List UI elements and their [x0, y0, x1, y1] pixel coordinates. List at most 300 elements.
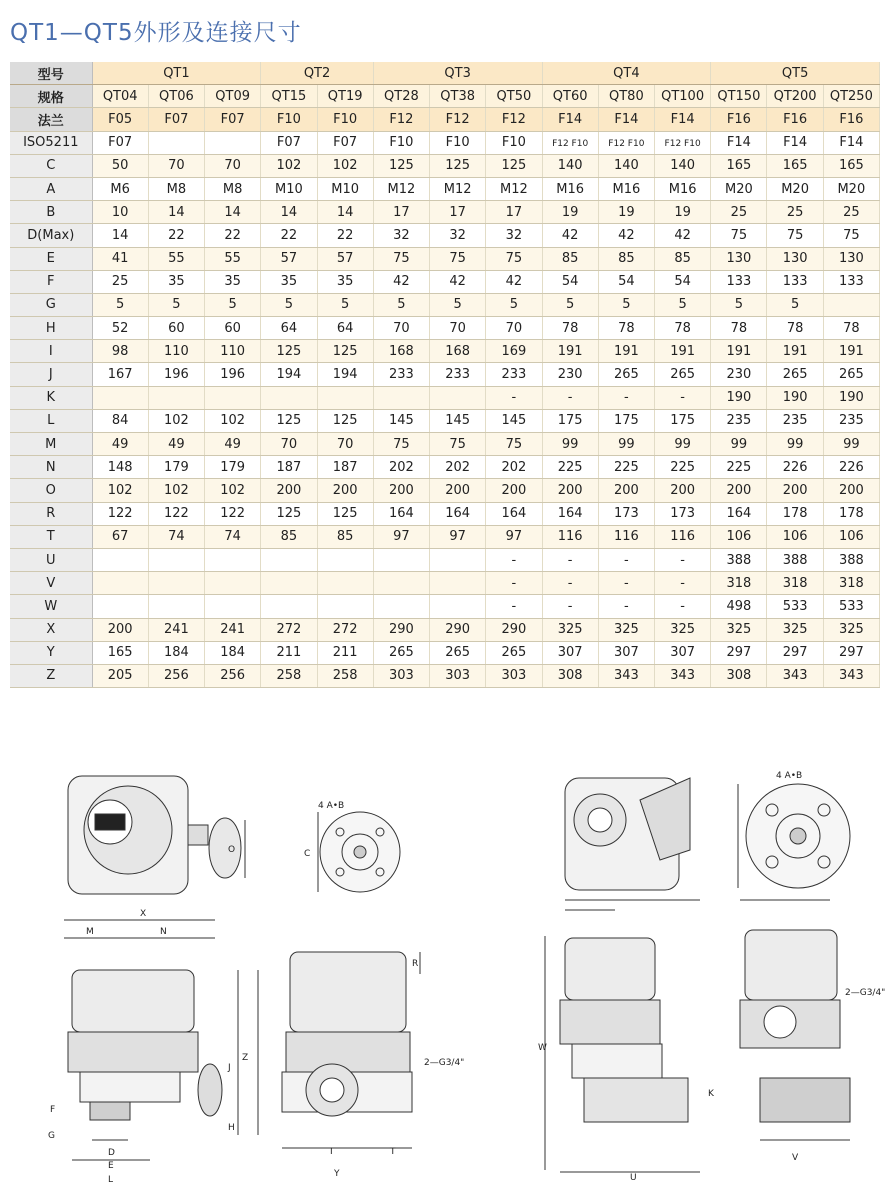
table-cell: 5 [767, 293, 823, 316]
table-cell: M20 [823, 177, 879, 200]
model-header: QT06 [148, 85, 204, 108]
row-label: C [10, 154, 92, 177]
group-header: QT1 [92, 62, 261, 85]
dimension-label: O [228, 845, 236, 855]
table-cell: 190 [823, 386, 879, 409]
table-cell: 133 [711, 270, 767, 293]
flange-cell: F14 [542, 108, 598, 131]
pipe-thread-left: 2—G3/4" [424, 1058, 465, 1068]
table-cell [148, 595, 204, 618]
table-cell: 97 [486, 525, 542, 548]
table-cell: 35 [148, 270, 204, 293]
row-label: R [10, 502, 92, 525]
table-cell [92, 548, 148, 571]
table-cell: 194 [261, 363, 317, 386]
table-cell [261, 386, 317, 409]
table-cell: 290 [373, 618, 429, 641]
table-cell: M8 [205, 177, 261, 200]
table-cell [148, 386, 204, 409]
table-cell: 125 [486, 154, 542, 177]
table-cell: 233 [373, 363, 429, 386]
table-cell: 64 [261, 317, 317, 340]
table-cell [148, 572, 204, 595]
table-cell: 42 [373, 270, 429, 293]
table-cell: M10 [261, 177, 317, 200]
table-cell: 85 [317, 525, 373, 548]
table-cell: 164 [486, 502, 542, 525]
table-cell: 10 [92, 201, 148, 224]
table-cell: M16 [542, 177, 598, 200]
iso-cell: F14 [711, 131, 767, 154]
table-cell: - [598, 548, 654, 571]
table-cell: 388 [767, 548, 823, 571]
table-cell: 303 [486, 664, 542, 687]
table-cell: - [598, 386, 654, 409]
table-cell: 125 [317, 502, 373, 525]
table-cell: 102 [317, 154, 373, 177]
table-cell: 70 [261, 433, 317, 456]
table-cell: 85 [542, 247, 598, 270]
table-cell: 70 [205, 154, 261, 177]
table-cell: 35 [261, 270, 317, 293]
iso-cell: F07 [261, 131, 317, 154]
table-cell: 75 [486, 247, 542, 270]
table-cell: 99 [598, 433, 654, 456]
iso-cell: F10 [486, 131, 542, 154]
table-cell: 75 [711, 224, 767, 247]
dimension-label: G [48, 1131, 55, 1141]
table-cell [317, 572, 373, 595]
table-cell: 99 [654, 433, 710, 456]
table-cell: 5 [205, 293, 261, 316]
table-cell: 200 [654, 479, 710, 502]
table-row [10, 293, 880, 316]
table-cell: 325 [823, 618, 879, 641]
table-cell: 200 [486, 479, 542, 502]
dimension-label: M [86, 927, 94, 937]
row-label: O [10, 479, 92, 502]
table-row [10, 317, 880, 340]
table-row [10, 177, 880, 200]
table-cell: 14 [148, 201, 204, 224]
dimension-table [10, 62, 880, 688]
table-cell: 258 [317, 664, 373, 687]
table-row [10, 340, 880, 363]
table-cell: 98 [92, 340, 148, 363]
table-cell: 498 [711, 595, 767, 618]
row-label-flange: 法兰 [10, 108, 92, 131]
table-cell: 290 [486, 618, 542, 641]
model-header: QT80 [598, 85, 654, 108]
table-cell: 140 [654, 154, 710, 177]
table-cell: 191 [542, 340, 598, 363]
table-cell: 325 [542, 618, 598, 641]
table-cell: - [542, 572, 598, 595]
table-cell: 22 [261, 224, 317, 247]
table-cell [261, 548, 317, 571]
table-cell: 297 [711, 641, 767, 664]
table-cell: 272 [317, 618, 373, 641]
table-cell: 175 [598, 409, 654, 432]
table-cell: 241 [148, 618, 204, 641]
table-cell: 226 [823, 456, 879, 479]
table-row [10, 409, 880, 432]
table-cell: 164 [542, 502, 598, 525]
table-cell: 75 [373, 247, 429, 270]
table-cell: 50 [92, 154, 148, 177]
table-cell: 184 [205, 641, 261, 664]
iso-cell [148, 131, 204, 154]
table-cell: 75 [486, 433, 542, 456]
table-cell: 17 [486, 201, 542, 224]
table-cell: 343 [654, 664, 710, 687]
table-cell: 5 [486, 293, 542, 316]
table-cell: 54 [542, 270, 598, 293]
iso-cell: F14 [823, 131, 879, 154]
table-cell: 54 [654, 270, 710, 293]
table-cell: 84 [92, 409, 148, 432]
table-cell: 388 [823, 548, 879, 571]
table-cell: 225 [654, 456, 710, 479]
table-cell: 265 [373, 641, 429, 664]
qt4-5-top-view-drawing [565, 778, 690, 890]
table-cell: 233 [430, 363, 486, 386]
table-cell: 106 [823, 525, 879, 548]
table-cell: - [486, 386, 542, 409]
table-cell: 42 [654, 224, 710, 247]
table-cell: 60 [148, 317, 204, 340]
model-header: QT09 [205, 85, 261, 108]
table-cell: 35 [317, 270, 373, 293]
row-label: W [10, 595, 92, 618]
table-cell: 85 [654, 247, 710, 270]
dimension-label: V [792, 1153, 799, 1163]
table-row [10, 641, 880, 664]
table-cell [205, 595, 261, 618]
flange-cell: F07 [205, 108, 261, 131]
dimension-label: Y [334, 1169, 340, 1179]
table-cell: 122 [92, 502, 148, 525]
dimension-label: F [50, 1105, 56, 1115]
table-cell: 168 [430, 340, 486, 363]
row-label: H [10, 317, 92, 340]
dimension-label: Z [242, 1053, 249, 1063]
model-header: QT200 [767, 85, 823, 108]
table-cell: 297 [767, 641, 823, 664]
table-cell: 106 [767, 525, 823, 548]
table-cell: 14 [261, 201, 317, 224]
table-cell: 256 [148, 664, 204, 687]
table-row [10, 247, 880, 270]
table-cell: 110 [205, 340, 261, 363]
table-cell: 97 [430, 525, 486, 548]
table-cell: 303 [373, 664, 429, 687]
table-cell: 230 [542, 363, 598, 386]
table-cell: 102 [92, 479, 148, 502]
table-row [10, 201, 880, 224]
table-cell: - [654, 548, 710, 571]
table-cell [261, 572, 317, 595]
table-cell: 265 [598, 363, 654, 386]
table-cell: 57 [261, 247, 317, 270]
table-cell: 307 [542, 641, 598, 664]
table-row [10, 456, 880, 479]
table-cell: 125 [373, 154, 429, 177]
table-cell: 125 [261, 409, 317, 432]
group-header: QT3 [373, 62, 542, 85]
table-cell: 164 [711, 502, 767, 525]
table-cell [373, 548, 429, 571]
table-cell [205, 572, 261, 595]
table-cell: 41 [92, 247, 148, 270]
qt4-5-front-view-drawing [545, 900, 700, 1172]
table-cell: 22 [317, 224, 373, 247]
table-cell: M12 [373, 177, 429, 200]
table-cell: 74 [148, 525, 204, 548]
table-cell: 297 [823, 641, 879, 664]
table-cell: 184 [148, 641, 204, 664]
table-row [10, 664, 880, 687]
table-cell: 325 [598, 618, 654, 641]
table-cell: 102 [261, 154, 317, 177]
row-label: T [10, 525, 92, 548]
table-cell: 5 [711, 293, 767, 316]
dimension-label: T [390, 1147, 396, 1157]
table-cell: 49 [148, 433, 204, 456]
model-header: QT50 [486, 85, 542, 108]
table-cell: 130 [823, 247, 879, 270]
table-cell: 200 [373, 479, 429, 502]
table-cell: 388 [711, 548, 767, 571]
table-cell: 258 [261, 664, 317, 687]
row-label: I [10, 340, 92, 363]
table-cell: 165 [92, 641, 148, 664]
table-cell: 265 [823, 363, 879, 386]
table-cell: 5 [148, 293, 204, 316]
table-row [10, 595, 880, 618]
flange-cell: F12 [430, 108, 486, 131]
table-cell: 290 [430, 618, 486, 641]
flange-cell: F14 [654, 108, 710, 131]
table-cell: 235 [823, 409, 879, 432]
table-cell [205, 386, 261, 409]
table-cell: 64 [317, 317, 373, 340]
table-cell: 265 [486, 641, 542, 664]
table-cell: 125 [317, 340, 373, 363]
table-cell: 164 [430, 502, 486, 525]
page-title: QT1—QT5外形及连接尺寸 [10, 20, 302, 46]
table-cell: 102 [205, 479, 261, 502]
row-label: Y [10, 641, 92, 664]
table-cell: 32 [373, 224, 429, 247]
dimension-label: U [630, 1173, 637, 1183]
table-cell: 102 [148, 409, 204, 432]
table-cell: 343 [598, 664, 654, 687]
iso-cell-stacked: F12 F10 [552, 139, 589, 150]
flange-cell: F05 [92, 108, 148, 131]
model-header: QT28 [373, 85, 429, 108]
table-cell [373, 572, 429, 595]
qt4-5-side-view-drawing [740, 900, 850, 1140]
table-row [10, 479, 880, 502]
row-label: E [10, 247, 92, 270]
table-cell [92, 595, 148, 618]
table-cell: 200 [767, 479, 823, 502]
model-header: QT04 [92, 85, 148, 108]
table-cell: 318 [823, 572, 879, 595]
table-cell [317, 386, 373, 409]
table-cell: 5 [317, 293, 373, 316]
table-cell: 78 [711, 317, 767, 340]
table-cell [148, 548, 204, 571]
dimension-label: R [412, 959, 419, 969]
group-header: QT5 [711, 62, 880, 85]
table-cell: 35 [205, 270, 261, 293]
table-row [10, 224, 880, 247]
dimension-label: K [708, 1089, 714, 1099]
table-cell [92, 386, 148, 409]
flange-cell: F10 [317, 108, 373, 131]
dimension-label: E [108, 1161, 114, 1171]
table-cell: 318 [767, 572, 823, 595]
flange-cell: F10 [261, 108, 317, 131]
table-cell: 75 [430, 433, 486, 456]
table-cell: 190 [767, 386, 823, 409]
table-cell: 200 [598, 479, 654, 502]
group-header: QT2 [261, 62, 373, 85]
table-cell: 17 [430, 201, 486, 224]
flange-cell: F16 [823, 108, 879, 131]
table-cell: 125 [430, 154, 486, 177]
table-cell: 200 [823, 479, 879, 502]
table-cell: 165 [767, 154, 823, 177]
table-cell: 205 [92, 664, 148, 687]
table-cell: 70 [486, 317, 542, 340]
table-cell: 165 [711, 154, 767, 177]
row-label-spec: 规格 [10, 85, 92, 108]
table-cell [823, 293, 879, 316]
table-cell: 49 [92, 433, 148, 456]
table-cell: 5 [654, 293, 710, 316]
table-cell: 55 [148, 247, 204, 270]
table-cell: 533 [823, 595, 879, 618]
table-cell: 116 [654, 525, 710, 548]
model-header: QT60 [542, 85, 598, 108]
table-cell: 19 [654, 201, 710, 224]
row-label: D(Max) [10, 224, 92, 247]
flange-cell: F12 [486, 108, 542, 131]
row-label: G [10, 293, 92, 316]
table-cell: 122 [148, 502, 204, 525]
flange-cell: F16 [767, 108, 823, 131]
table-cell [373, 386, 429, 409]
table-cell: 202 [430, 456, 486, 479]
table-cell: 211 [261, 641, 317, 664]
table-cell: 14 [317, 201, 373, 224]
table-cell: 191 [654, 340, 710, 363]
table-cell: 325 [654, 618, 710, 641]
table-cell: - [486, 548, 542, 571]
table-cell: - [486, 595, 542, 618]
table-cell: 145 [373, 409, 429, 432]
row-label: V [10, 572, 92, 595]
table-row [10, 502, 880, 525]
row-label: J [10, 363, 92, 386]
row-label: L [10, 409, 92, 432]
table-cell: 74 [205, 525, 261, 548]
table-cell: 225 [542, 456, 598, 479]
table-cell: 125 [261, 502, 317, 525]
model-header: QT38 [430, 85, 486, 108]
table-cell: 133 [767, 270, 823, 293]
table-cell: 325 [767, 618, 823, 641]
table-cell: 85 [598, 247, 654, 270]
dimension-label: I [330, 1147, 333, 1157]
table-cell: 200 [711, 479, 767, 502]
table-cell: 78 [767, 317, 823, 340]
row-label: F [10, 270, 92, 293]
table-cell: 97 [373, 525, 429, 548]
dimension-label: N [160, 927, 167, 937]
table-cell: 272 [261, 618, 317, 641]
model-header: QT100 [654, 85, 710, 108]
dimension-label: C [304, 849, 311, 859]
table-row [10, 548, 880, 571]
table-cell: 225 [598, 456, 654, 479]
table-cell: 52 [92, 317, 148, 340]
table-row [10, 572, 880, 595]
table-cell: 191 [598, 340, 654, 363]
table-cell: 235 [711, 409, 767, 432]
iso-cell [542, 131, 598, 154]
table-cell: 106 [711, 525, 767, 548]
table-cell: 190 [711, 386, 767, 409]
table-cell: M20 [767, 177, 823, 200]
bolt-note-left: 4 A•B [318, 801, 345, 811]
table-cell: 200 [261, 479, 317, 502]
table-cell: 122 [205, 502, 261, 525]
model-header: QT15 [261, 85, 317, 108]
table-cell: M20 [711, 177, 767, 200]
table-cell: 25 [92, 270, 148, 293]
table-cell: M8 [148, 177, 204, 200]
table-cell: 191 [767, 340, 823, 363]
table-cell: - [654, 386, 710, 409]
table-cell: 233 [486, 363, 542, 386]
qt1-3-flange-drawing [318, 812, 400, 892]
table-cell: 343 [823, 664, 879, 687]
model-header: QT250 [823, 85, 879, 108]
table-cell: 75 [767, 224, 823, 247]
table-cell: 165 [823, 154, 879, 177]
table-cell: 42 [430, 270, 486, 293]
row-label: N [10, 456, 92, 479]
model-header: QT150 [711, 85, 767, 108]
row-label: K [10, 386, 92, 409]
table-cell: 303 [430, 664, 486, 687]
table-cell: 22 [205, 224, 261, 247]
qt1-3-side-view-drawing [282, 952, 420, 1148]
iso-cell-stacked: F12 F10 [664, 139, 701, 150]
dimension-label: D [108, 1148, 115, 1158]
table-cell [430, 548, 486, 571]
dimension-drawings [0, 760, 890, 1186]
qt1-3-top-view-drawing [68, 776, 245, 894]
table-cell: 173 [598, 502, 654, 525]
table-cell: 5 [373, 293, 429, 316]
table-cell: 70 [430, 317, 486, 340]
table-cell: 5 [261, 293, 317, 316]
